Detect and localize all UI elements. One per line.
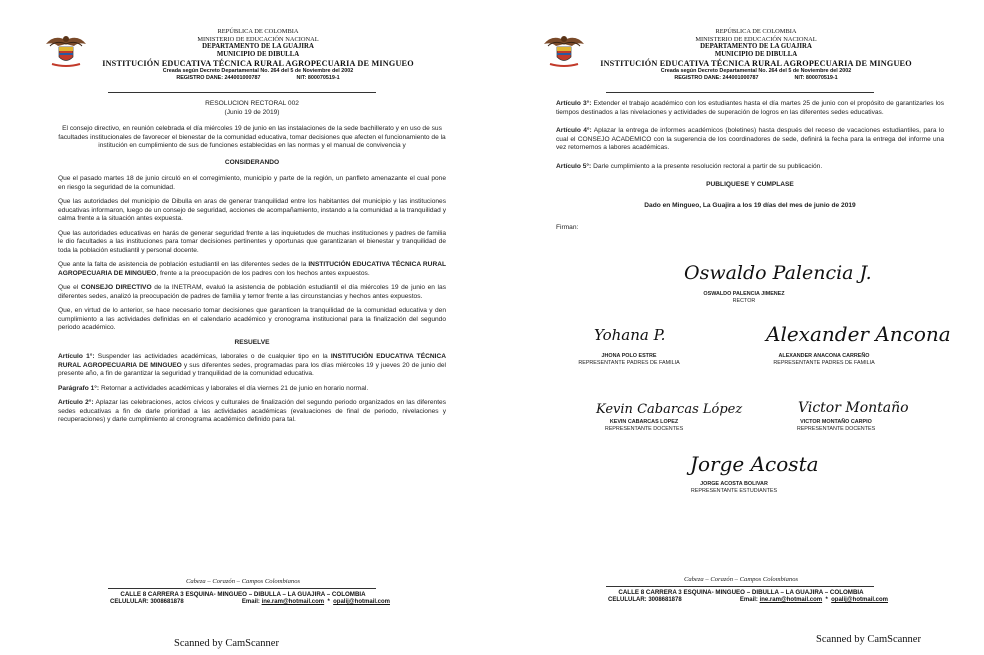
- header-registry: [78, 75, 438, 81]
- considerando-3: Que las autoridades educativas en harás de generar seguridad frente a las inquietudes de muchas instituciones y padres de familia le dio facultades a las instituciones para tomar decisiones pertinentes y oportunas que garantizaran el bienestar y tranquilidad de toda la población estudiantil y personal docente.: [58, 229, 446, 254]
- footer-address: CALLE 8 CARRERA 3 ESQUINA- MINGUEO – DIBULLA – LA GUAJIRA – COLOMBIA: [618, 589, 864, 596]
- considerando-4: [58, 261, 446, 278]
- articulo-1-text-c: y sus diferentes sedes, programadas para los días miércoles 19 y jueves 20 de junio del presente año, a fin de garantizar la seguridad y tranquilidad de la comunidad educativa.: [58, 361, 447, 377]
- document-body: [556, 100, 944, 239]
- scanner-watermark: Scanned by CamScanner: [174, 638, 279, 649]
- articulo-5: [556, 163, 944, 172]
- footer-email-2: opalij@hotmail.com: [831, 597, 888, 603]
- signature-6: Jorge Acosta: [690, 452, 819, 476]
- footer-email-label: Email:: [739, 597, 758, 603]
- header-ministry: MINISTERIO DE EDUCACIÓN NACIONAL: [695, 35, 817, 43]
- signer-1: [644, 291, 844, 304]
- c4-text-a: Que ante la falta de asistencia de población estudiantil en las diferentes sedes de la: [58, 261, 309, 268]
- articulo-2-text: Aplazar las celebraciones, actos cívicos y culturales de finalización del segundo periodo organizados en las diferentes sedes educativas a fin de darle prioridad a las actividades académicas (evaluaciones de final de periodo, nivelaciones y recuperaciones) y darle cumplimiento al cronograma académico definido para tal.: [58, 399, 446, 423]
- footer-contact: [110, 599, 390, 605]
- footer-email-sep: *: [327, 599, 330, 605]
- considerando-1: Que el pasado martes 18 de junio circuló en el corregimiento, municipio y parte de la región, un panfleto amenazante el cual pone en riesgo la seguridad de la comunidad.: [58, 175, 446, 191]
- signer-5: [766, 419, 906, 432]
- header-country: REPÚBLICA DE COLOMBIA: [715, 28, 797, 35]
- scanner-watermark: Scanned by CamScanner: [816, 634, 921, 645]
- signer-role: REPRESENTANTE ESTUDIANTES: [690, 487, 778, 494]
- considerando-6: Que, en virtud de lo anterior, se hace necesario tomar decisiones que garanticen la tranquilidad de la comunidad educativa y den cumplimiento a las actividades definidas en el calendario académico y cronograma institucional para la finalización del segundo periodo académico.: [58, 307, 446, 331]
- articulo-3-text: Extender el trabajo académico con los estudiantes hasta el día martes 25 de junio con el propósito de garantizarles los tiempos destinados a las nivelaciones y actividades de superación de logros en las diferentes sedes educativas.: [556, 100, 945, 116]
- resolution-title: RESOLUCION RECTORAL 002: [205, 100, 299, 107]
- signature-4: Kevin Cabarcas López: [596, 402, 743, 417]
- header-country: REPÚBLICA DE COLOMBIA: [217, 28, 299, 35]
- considerando-5: [58, 284, 446, 301]
- footer-motto: Cabeza – Corazón – Campos Colombianos: [683, 576, 799, 583]
- header-institution: INSTITUCIÓN EDUCATIVA TÉCNICA RURAL AGROPECUARIA DE MINGUEO: [102, 58, 414, 68]
- footer-email-label: Email:: [241, 599, 260, 605]
- header-decree: Creada según Decreto Departamental No. 264 del 5 de Noviembre del 2002: [660, 68, 852, 75]
- c4-institution: INSTITUCIÓN EDUCATIVA TÉCNICA RURAL AGROPECUARIA DE MINGUEO: [58, 261, 446, 277]
- footer-email-sep: *: [825, 597, 828, 603]
- articulo-1-text-a: Suspender las actividades académicas, laborales o de cualquier tipo en la: [94, 353, 331, 360]
- signer-name: JORGE ACOSTA BOLIVAR: [700, 481, 768, 487]
- signature-2: Yohana P.: [594, 326, 666, 344]
- signer-role: REPRESENTANTE PADRES DE FAMILIA: [578, 359, 680, 366]
- header-nit: NIT: 800070519-1: [794, 74, 838, 81]
- header-nit: NIT: 800070519-1: [296, 74, 340, 81]
- considerando-heading: CONSIDERANDO: [224, 158, 280, 166]
- header-registry: [576, 75, 936, 81]
- footer-email-1: ine.ram@hotmail.com: [261, 599, 325, 605]
- letterhead: [498, 14, 984, 96]
- document-body: [58, 100, 446, 431]
- signer-4: [574, 419, 714, 432]
- header-dane: REGISTRO DANE: 244001000787: [674, 74, 759, 81]
- articulo-4-text: Aplazar la entrega de informes académicos (boletines) hasta después del receso de vacaciones estudiantiles, para lo cual el CONSEJO ACADEMICO con la sugerencia de los coordinadores de sede, definirá la fecha para la entrega del informe una vez retornemos a labores académicas.: [556, 127, 944, 151]
- paragrafo-1-text: Retornar a actividades académicas y laborales el día viernes 21 de junio en horario normal.: [99, 384, 369, 392]
- signer-role: REPRESENTANTE DOCENTES: [604, 425, 684, 432]
- footer-divider: [606, 586, 874, 587]
- header-department: DEPARTAMENTO DE LA GUAJIRA: [700, 43, 812, 51]
- articulo-1-institution: INSTITUCIÓN EDUCATIVA TÉCNICA RURAL AGROPECUARIA DE MINGUEO: [58, 353, 446, 369]
- articulo-1-label: Artículo 1°:: [58, 353, 95, 360]
- signer-3: [744, 353, 904, 366]
- signer-role: REPRESENTANTE PADRES DE FAMILIA: [773, 359, 875, 366]
- document-page-right: [498, 0, 984, 655]
- signature-3: Alexander Ancona: [766, 322, 951, 346]
- signature-5: Victor Montaño: [798, 400, 909, 416]
- intro-paragraph: El consejo directivo, en reunión celebrada el día miércoles 19 de junio en las instalaciones de la sede bachillerato y en uso de sus facultades institucionales de favorecer el bienestar de la comunidad educativa, tomar decisiones que afecten el funcionamiento de la institución en cumplimiento de sus de funciones establecidas en las normas y el manual de convivencia y: [58, 125, 446, 149]
- signer-name: OSWALDO PALENCIA JIMENEZ: [703, 291, 785, 297]
- signer-6: [654, 481, 814, 494]
- articulo-5-text: Darle cumplimiento a la presente resolución rectoral a partir de su publicación.: [591, 162, 823, 170]
- resuelve-heading: RESUELVE: [234, 338, 270, 346]
- header-dane: REGISTRO DANE: 244001000787: [176, 74, 261, 81]
- header-municipality: MUNICIPIO DE DIBULLA: [216, 50, 300, 58]
- articulo-1: [58, 353, 446, 379]
- articulo-5-label: Artículo 5°:: [556, 162, 592, 170]
- footer-address: CALLE 8 CARRERA 3 ESQUINA- MINGUEO – DIBULLA – LA GUAJIRA – COLOMBIA: [120, 591, 366, 598]
- considerando-2: Que las autoridades del municipio de Dibulla en aras de generar tranquilidad entre los habitantes del municipio y las instituciones educativas informaron, luego de un consejo de seguridad, acciones de acompañamiento, instando a la comunidad a la tranquilidad y calma frente a la situación antes expuesta.: [58, 198, 446, 222]
- footer-divider: [108, 588, 376, 589]
- header-institution: INSTITUCIÓN EDUCATIVA TÉCNICA RURAL AGROPECUARIA DE MINGUEO: [600, 58, 912, 68]
- paragrafo-1: [58, 385, 446, 394]
- letterhead: [0, 14, 486, 96]
- c5-text-a: Que el: [58, 284, 81, 291]
- articulo-4-label: Artículo 4°:: [556, 127, 592, 134]
- signer-role: RECTOR: [732, 297, 756, 304]
- c5-text-c: de la INETRAM, evaluó la asistencia de población estudiantil el día miércoles 19 de junio en las diferentes sedes, analizó la preocupación de padres de familia y temor frente a las circunstancias y hechos antes expuestos.: [58, 284, 446, 300]
- c4-text-c: , frente a la preocupación de los padres con los hechos antes expuestos.: [156, 269, 370, 277]
- articulo-3-label: Artículo 3°:: [556, 100, 592, 107]
- c5-consejo: CONSEJO DIRECTIVO: [80, 284, 152, 291]
- document-page-left: [0, 0, 486, 655]
- header-decree: Creada según Decreto Departamental No. 264 del 5 de Noviembre del 2002: [162, 68, 354, 75]
- paragrafo-1-label: Parágrafo 1°:: [58, 384, 100, 392]
- footer-contact: [608, 597, 888, 603]
- signer-name: ALEXANDER ANACONA CARREÑO: [778, 353, 870, 359]
- signer-name: VICTOR MONTAÑO CARPIO: [800, 419, 872, 425]
- publiquese-heading: PUBLIQUESE Y CUMPLASE: [706, 181, 794, 188]
- dado-en: Dado en Mingueo, La Guajira a los 19 días del mes de junio de 2019: [644, 201, 856, 209]
- resolution-date: (Junio 19 de 2019): [224, 108, 280, 116]
- letterhead-text: [78, 28, 438, 81]
- footer-emails: [242, 599, 390, 605]
- articulo-3: [556, 100, 944, 117]
- footer-emails: [740, 597, 888, 603]
- footer-email-2: opalij@hotmail.com: [333, 599, 390, 605]
- articulo-4: [556, 127, 944, 153]
- footer-email-1: ine.ram@hotmail.com: [759, 597, 823, 603]
- articulo-2: [58, 399, 446, 425]
- footer-phone: CELULULAR: 3008681878: [110, 599, 184, 605]
- signature-1: Oswaldo Palencia J.: [684, 262, 872, 284]
- header-ministry: MINISTERIO DE EDUCACIÓN NACIONAL: [197, 35, 319, 43]
- letterhead-text: [576, 28, 936, 81]
- footer-phone: CELULULAR: 3008681878: [608, 597, 682, 603]
- signer-name: KEVIN CABARCAS LOPEZ: [609, 419, 679, 425]
- header-divider: [108, 92, 376, 93]
- firman-label: Firman:: [556, 224, 579, 231]
- header-divider: [606, 92, 874, 93]
- articulo-2-label: Artículo 2°:: [58, 399, 94, 406]
- header-department: DEPARTAMENTO DE LA GUAJIRA: [202, 43, 314, 51]
- header-municipality: MUNICIPIO DE DIBULLA: [714, 50, 798, 58]
- signer-2: [554, 353, 704, 366]
- signer-role: REPRESENTANTE DOCENTES: [796, 425, 876, 432]
- signer-name: JHONA POLO ESTRE: [601, 353, 657, 359]
- footer-motto: Cabeza – Corazón – Campos Colombianos: [185, 578, 301, 585]
